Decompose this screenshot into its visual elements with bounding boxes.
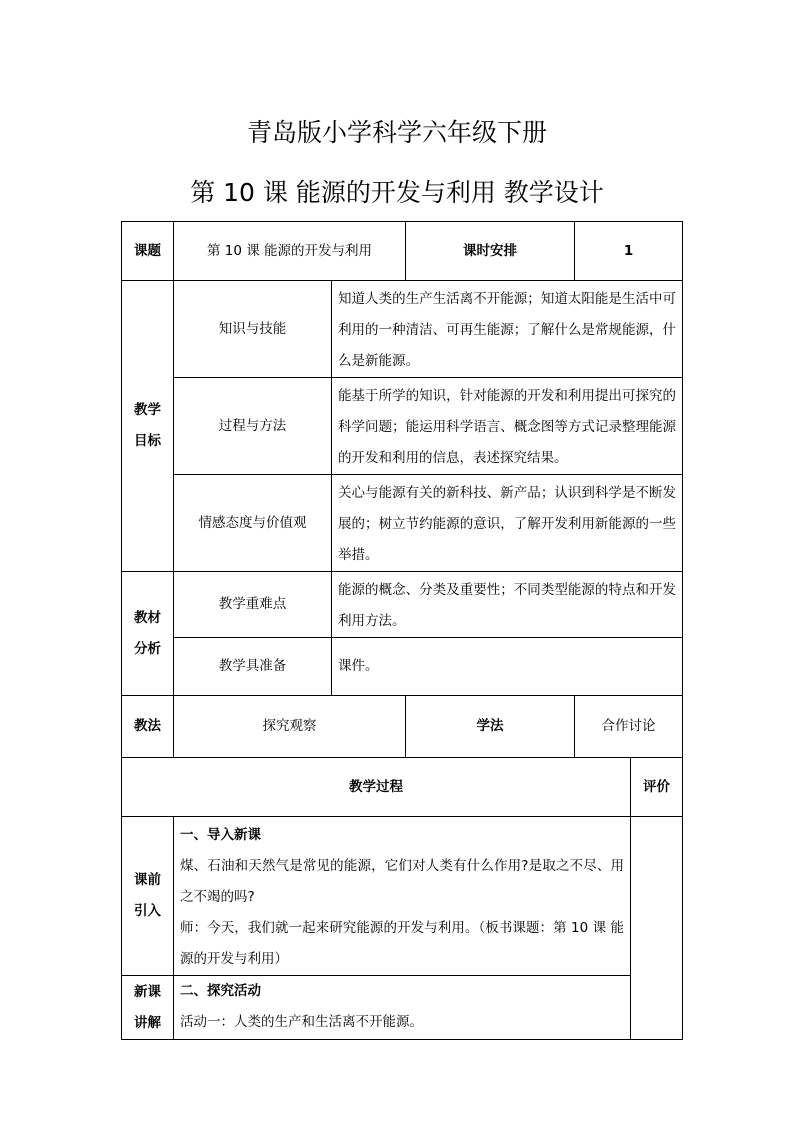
lesson-plan-table (121, 221, 683, 1040)
schedule-label: 课时安排 (406, 222, 575, 281)
intro-label: 课前 引入 (122, 817, 174, 976)
goal-text-knowledge: 知道人类的生产生活离不开能源；知道太阳能是生活中可利用的一种清洁、可再生能源；了解什么是常规能源，什么是新能源。 (332, 281, 683, 378)
evaluation-label: 评价 (631, 758, 683, 817)
new-lesson-label: 新课 讲解 (122, 976, 174, 1040)
goals-label: 教学 目标 (122, 281, 174, 572)
method-label: 教法 (122, 696, 174, 758)
goal-text-process: 能基于所学的知识，针对能源的开发和利用提出可探究的科学问题；能运用科学语言、概念图等方式记录整理能源的开发和利用的信息，表述探究结果。 (332, 378, 683, 475)
evaluation-cell (631, 817, 683, 1040)
goal-row (122, 281, 683, 378)
analysis-text-key-points: 能源的概念、分类及重要性；不同类型能源的特点和开发利用方法。 (332, 572, 683, 638)
analysis-row (122, 638, 683, 696)
topic-row (122, 222, 683, 281)
analysis-text-materials: 课件。 (332, 638, 683, 696)
method-row (122, 696, 683, 758)
new-lesson-heading: 二、探究活动 (180, 983, 261, 999)
topic-label: 课题 (122, 222, 174, 281)
topic-value: 第 10 课 能源的开发与利用 (174, 222, 406, 281)
goal-label-knowledge: 知识与技能 (174, 281, 332, 378)
new-lesson-row (122, 976, 683, 1040)
intro-row (122, 817, 683, 976)
goal-label-process: 过程与方法 (174, 378, 332, 475)
study-value: 合作讨论 (575, 696, 683, 758)
analysis-label: 教材 分析 (122, 572, 174, 696)
document-title: 青岛版小学科学六年级下册 (246, 118, 547, 147)
intro-text: 煤、石油和天然气是常见的能源，它们对人类有什么作用?是取之不尽、用之不竭的吗? (180, 858, 625, 905)
process-label: 教学过程 (122, 758, 631, 817)
analysis-label-materials: 教学具准备 (174, 638, 332, 696)
goal-text-attitude: 关心与能源有关的新科技、新产品；认识到科学是不断发展的；树立节约能源的意识，了解开发利用新能源的一些举措。 (332, 475, 683, 572)
analysis-row (122, 572, 683, 638)
new-lesson-content (174, 976, 631, 1040)
study-label: 学法 (406, 696, 575, 758)
goal-label-attitude: 情感态度与价值观 (174, 475, 332, 572)
goal-row (122, 475, 683, 572)
analysis-label-key-points: 教学重难点 (174, 572, 332, 638)
goal-row (122, 378, 683, 475)
lesson-title: 第 10 课 能源的开发与利用 教学设计 (190, 178, 604, 207)
process-header-row (122, 758, 683, 817)
schedule-value: 1 (575, 222, 683, 281)
new-lesson-text: 活动一：人类的生产和生活离不开能源。 (180, 1014, 423, 1030)
intro-text: 师：今天，我们就一起来研究能源的开发与利用。（板书课题：第 10 课 能源的开发与利用） (180, 920, 625, 967)
intro-heading: 一、导入新课 (180, 827, 261, 843)
method-value: 探究观察 (174, 696, 406, 758)
intro-content (174, 817, 631, 976)
